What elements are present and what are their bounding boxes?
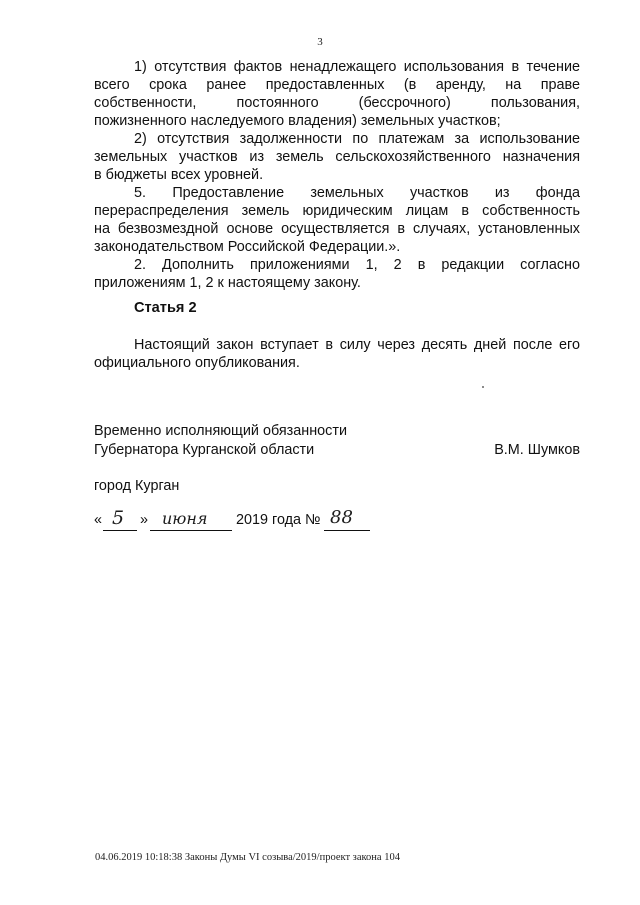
signatory-title-line2: Губернатора Курганской области [94, 442, 315, 458]
article-heading: Статья 2 [134, 300, 197, 316]
handwritten-number: 88 [330, 507, 353, 528]
year-text: 2019 года № [236, 512, 321, 528]
handwritten-month: июня [162, 509, 208, 528]
paragraph-line: законодательством Российской Федерации.». [94, 239, 401, 255]
paragraph-line: на безвозмездной основе осуществляется в случаях, установленных [94, 221, 580, 237]
city-line: город Курган [94, 478, 180, 494]
signatory-name: В.М. Шумков [494, 442, 580, 458]
page-number: 3 [317, 36, 323, 48]
paragraph-line: земельных участков из земель сельскохозяйственного назначения [94, 149, 580, 165]
paragraph-line: пожизненного наследуемого владения) земельных участков; [94, 113, 501, 129]
day-underline [103, 530, 137, 531]
paragraph-line: 2. Дополнить приложениями 1, 2 в редакции согласно [134, 257, 580, 273]
paragraph-line: в бюджеты всех уровней. [94, 167, 264, 183]
date-line [94, 507, 394, 536]
paragraph-line: перераспределения земель юридическим лицам в собственность [94, 203, 580, 219]
paragraph-line: 2) отсутствия задолженности по платежам за использование [134, 131, 580, 147]
open-quote: « [94, 512, 103, 528]
ink-dot [482, 386, 484, 388]
article-text [94, 336, 580, 372]
close-quote: » [140, 512, 149, 528]
signatory-title-line1: Временно исполняющий обязанности [94, 423, 348, 439]
paragraph-line: официального опубликования. [94, 355, 300, 371]
paragraph-line: 5. Предоставление земельных участков из фонда [134, 185, 580, 201]
paragraph-line: собственности, постоянного (бессрочного) пользования, [94, 95, 580, 111]
paragraph-line: приложениям 1, 2 к настоящему закону. [94, 275, 361, 291]
law-text [94, 58, 580, 292]
document-footer: 04.06.2019 10:18:38 Законы Думы VI созыва/2019/проект закона 104 [95, 852, 400, 863]
paragraph-line: 1) отсутствия фактов ненадлежащего использования в течение [134, 59, 580, 75]
number-underline [324, 530, 370, 531]
paragraph-line: всего срока ранее предоставленных (в аренду, на праве [94, 77, 580, 93]
handwritten-day: 5 [112, 507, 125, 529]
month-underline [150, 530, 232, 531]
paragraph-line: Настоящий закон вступает в силу через десять дней после его [134, 337, 580, 353]
